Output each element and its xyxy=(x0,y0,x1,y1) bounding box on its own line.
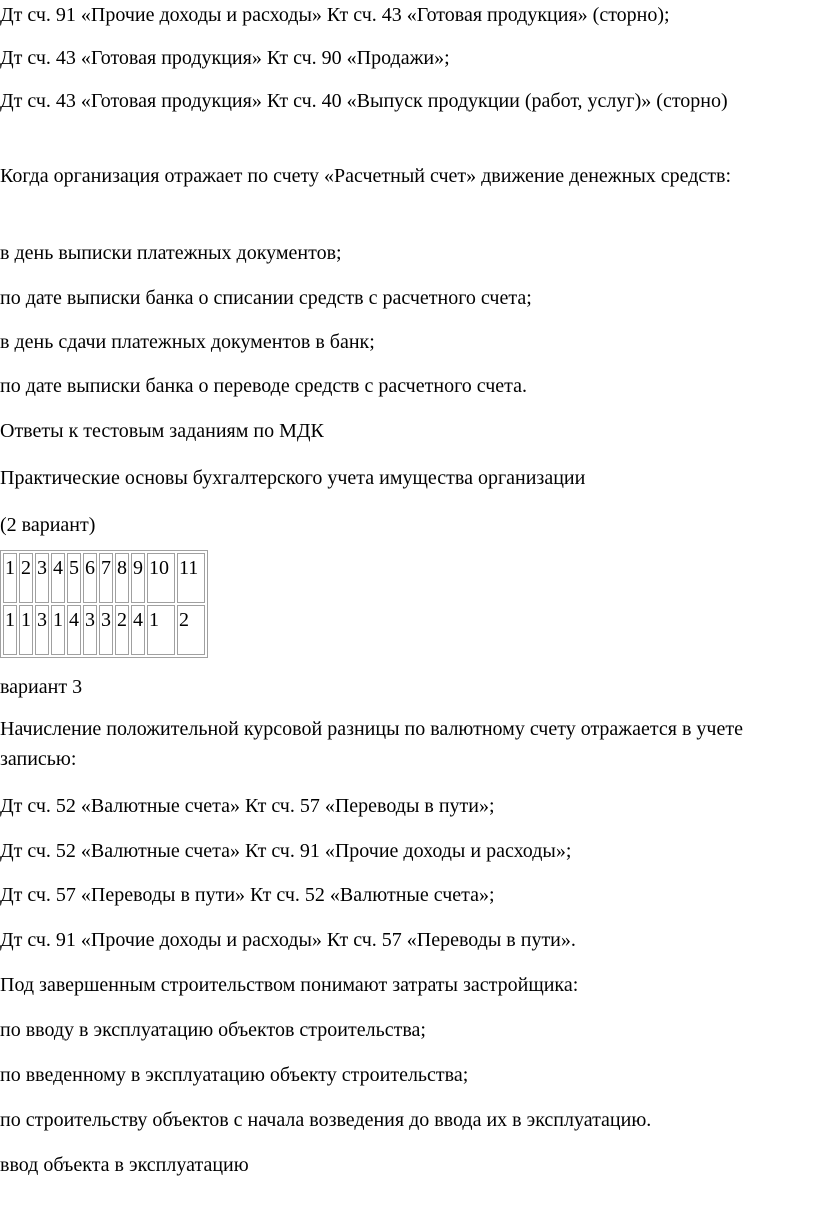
question-text: Начисление положительной курсовой разницы по валютному счету отражается в учете записью: xyxy=(0,718,743,770)
table-cell: 4 xyxy=(51,553,65,603)
table-cell: 1 xyxy=(3,605,17,655)
variant-label: (2 вариант) xyxy=(0,514,96,536)
question-text: Когда организация отражает по счету «Расчетный счет» движение денежных средств: xyxy=(0,165,732,187)
table-cell: 3 xyxy=(83,605,97,655)
entry-line: Дт сч. 43 «Готовая продукция» Кт сч. 40 «Выпуск продукции (работ, услуг)» (сторно) xyxy=(0,90,728,112)
answer-option: по дате выписки банка о списании средств с расчетного счета; xyxy=(0,287,532,309)
entry-line: Дт сч. 43 «Готовая продукция» Кт сч. 90 «Продажи»; xyxy=(0,47,450,69)
answers-table xyxy=(0,550,208,658)
table-cell: 1 xyxy=(147,605,175,655)
answer-option: Дт сч. 52 «Валютные счета» Кт сч. 57 «Переводы в пути»; xyxy=(0,795,495,817)
table-cell: 6 xyxy=(83,553,97,603)
question-text: Под завершенным строительством понимают затраты застройщика: xyxy=(0,974,579,996)
table-row xyxy=(3,605,205,655)
table-cell: 3 xyxy=(35,553,49,603)
answer-option: в день выписки платежных документов; xyxy=(0,242,342,264)
table-cell: 8 xyxy=(115,553,129,603)
table-header-row xyxy=(3,553,205,603)
answer-option: в день сдачи платежных документов в банк; xyxy=(0,331,375,353)
table-cell: 10 xyxy=(147,553,175,603)
table-cell: 3 xyxy=(99,605,113,655)
answer-option: Дт сч. 57 «Переводы в пути» Кт сч. 52 «Валютные счета»; xyxy=(0,884,495,906)
table-cell: 1 xyxy=(19,605,33,655)
table-cell: 5 xyxy=(67,553,81,603)
entry-line: Дт сч. 91 «Прочие доходы и расходы» Кт сч. 43 «Готовая продукция» (сторно); xyxy=(0,4,670,26)
variant-label: вариант 3 xyxy=(0,676,83,698)
answers-heading: Ответы к тестовым заданиям по МДК xyxy=(0,420,324,442)
answer-option: по вводу в эксплуатацию объектов строительства; xyxy=(0,1019,426,1041)
answer-option: Дт сч. 52 «Валютные счета» Кт сч. 91 «Прочие доходы и расходы»; xyxy=(0,840,572,862)
table-cell: 4 xyxy=(131,605,145,655)
answer-option: по дате выписки банка о переводе средств с расчетного счета. xyxy=(0,375,528,397)
answers-subheading: Практические основы бухгалтерского учета имущества организации xyxy=(0,467,586,489)
table-cell: 1 xyxy=(51,605,65,655)
table-cell: 4 xyxy=(67,605,81,655)
table-cell: 3 xyxy=(35,605,49,655)
table-cell: 1 xyxy=(3,553,17,603)
table-cell: 2 xyxy=(115,605,129,655)
answer-option: по строительству объектов с начала возведения до ввода их в эксплуатацию. xyxy=(0,1109,652,1131)
table-cell: 2 xyxy=(177,605,205,655)
answer-option: Дт сч. 91 «Прочие доходы и расходы» Кт сч. 57 «Переводы в пути». xyxy=(0,929,576,951)
table-cell: 2 xyxy=(19,553,33,603)
table-cell: 7 xyxy=(99,553,113,603)
answer-option: по введенному в эксплуатацию объекту строительства; xyxy=(0,1064,469,1086)
answer-option: ввод объекта в эксплуатацию xyxy=(0,1154,249,1176)
table-cell: 9 xyxy=(131,553,145,603)
table-cell: 11 xyxy=(177,553,205,603)
